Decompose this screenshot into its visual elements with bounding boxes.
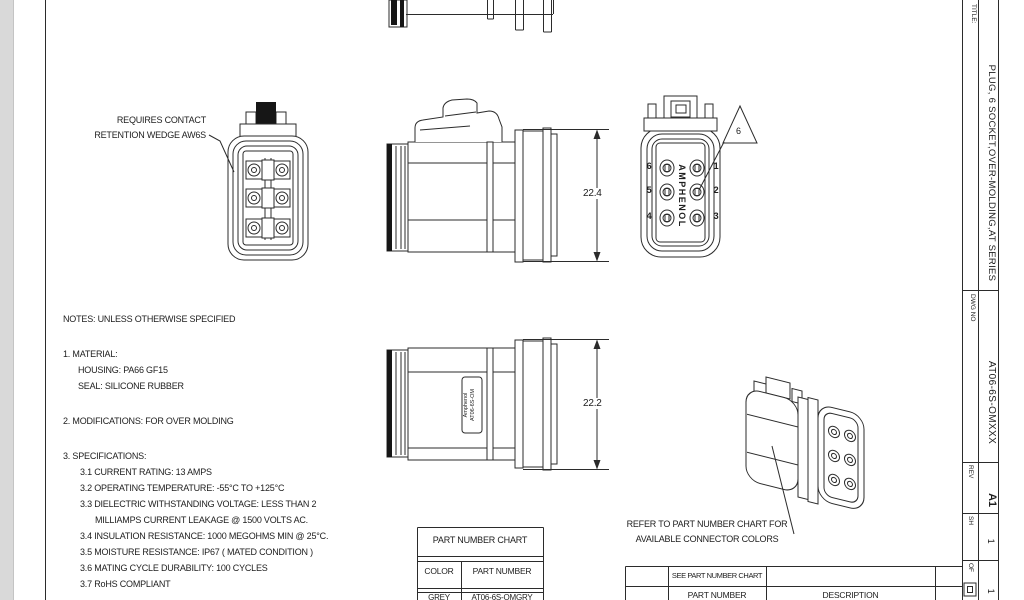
cavity-number-2: 2 [713,185,719,195]
side-label-part: AT06-6S-OM [470,389,476,421]
side-view-upper [387,99,557,262]
title-block-of-label: OF [967,563,974,573]
note-spec-31: 3.1 CURRENT RATING: 13 AMPS [80,467,212,477]
part-chart-col-color: COLOR [424,566,454,576]
color-note-line2: AVAILABLE CONNECTOR COLORS [635,534,779,544]
cavity-number-6: 6 [646,161,652,171]
cavity-number-5: 5 [646,185,652,195]
brand-text-rear: AMPHENOL [677,164,687,228]
flag-note-6: 6 [736,126,741,136]
note-spec-33a: 3.3 DIELECTRIC WITHSTANDING VOLTAGE: LESS THAN 2 [80,499,317,509]
cavity-number-4: 4 [646,211,652,221]
note-spec-33b: MILLIAMPS CURRENT LEAKAGE @ 1500 VOLTS AC. [95,515,308,525]
cavity-number-1: 1 [713,161,719,171]
note-spec-34: 3.4 INSULATION RESISTANCE: 1000 MEGOHMS MIN @ 25°C. [80,531,329,541]
title-block-title-value: PLUG, 6 SOCKET,OVER-MOLDING,AT SERIES [986,64,997,282]
note-spec-36: 3.6 MATING CYCLE DURABILITY: 100 CYCLES [80,563,268,573]
note-spec-37: 3.7 RoHS COMPLIANT [80,579,171,589]
part-chart-col-part: PART NUMBER [472,566,532,576]
notes-block [63,311,328,592]
top-view-partial [389,0,554,32]
side-molded-label [463,378,482,432]
title-block-of-value: 1 [986,588,996,594]
title-block-rev-label: REV [967,465,974,479]
note-spec-35: 3.5 MOISTURE RESISTANCE: IP67 ( MATED CONDITION ) [80,547,313,557]
note-spec-32: 3.2 OPERATING TEMPERATURE: -55°C TO +125°C [80,483,285,493]
title-block-rev-value: A1 [986,493,998,507]
notes-header: NOTES: UNLESS OTHERWISE SPECIFIED [63,314,236,324]
dimension-lower: 22.2 [583,398,602,409]
wedge-note-line2: RETENTION WEDGE AW6S [94,130,206,140]
title-block-sh-label: SH [967,516,974,526]
note-specs-title: 3. SPECIFICATIONS: [63,451,147,461]
title-block-dwg-value: AT06-6S-OMXXX [986,360,997,445]
wedge-note-line1: REQUIRES CONTACT [116,115,206,125]
note-modifications: 2. MODIFICATIONS: FOR OVER MOLDING [63,416,234,426]
color-note [622,517,792,547]
isometric-view [746,372,864,515]
part-chart-row-color: GREY [428,593,450,600]
title-block-dwg-label: DWG NO [969,294,976,322]
parts-list-col-desc: DESCRIPTION [822,590,879,600]
cavity-number-3: 3 [713,211,719,221]
part-chart-title: PART NUMBER CHART [432,535,528,545]
parts-list-col-part: PART NUMBER [687,590,747,600]
part-chart-row-part: AT06-6S-OMGRY [471,593,533,600]
wedge-note [56,113,206,143]
front-view [228,102,308,260]
dimension-upper: 22.4 [583,188,602,199]
note-material-title: 1. MATERIAL: [63,349,118,359]
color-note-line1: REFER TO PART NUMBER CHART FOR [626,519,788,529]
side-label-brand: Amphenol [463,392,469,418]
parts-list-see-chart: SEE PART NUMBER CHART [671,571,763,580]
title-block-sh-value: 1 [986,538,996,544]
note-material-seal: SEAL: SILICONE RUBBER [78,381,184,391]
note-material-housing: HOUSING: PA66 GF15 [78,365,168,375]
title-block-title-label: TITLE: [970,4,977,24]
